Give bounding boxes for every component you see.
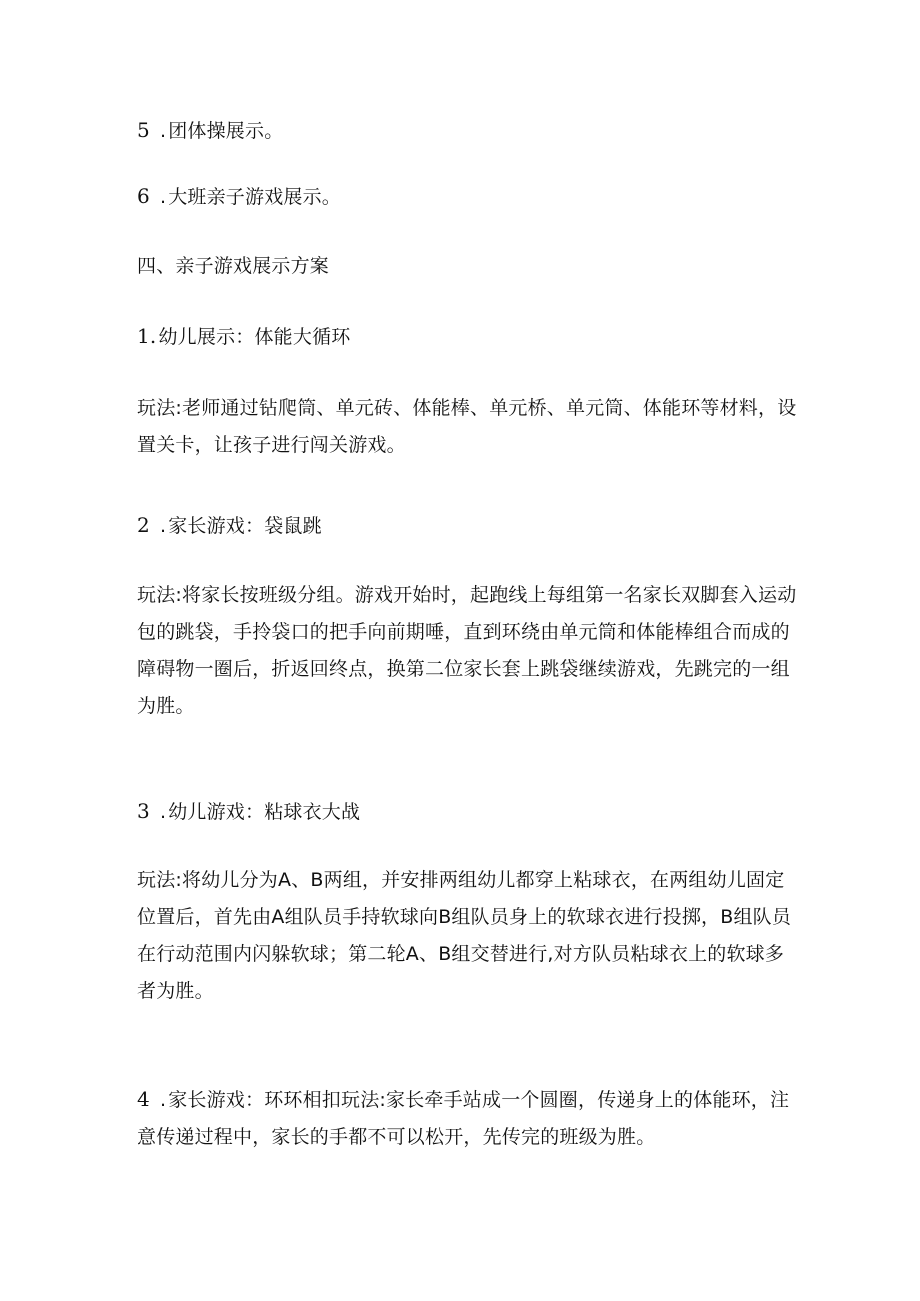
subheading-3 [137, 793, 802, 831]
list-item-6 [137, 178, 802, 216]
subheading-number: 2 [137, 513, 150, 537]
subheading-1 [137, 318, 802, 356]
subheading-number: 4 [137, 1087, 150, 1111]
subheading-number: 1. [137, 324, 157, 348]
section-heading: 四、亲子游戏展示方案 [137, 255, 330, 277]
subheading-2 [137, 507, 802, 545]
subheading-number: 3 [137, 799, 150, 823]
subheading-text: 家长游戏：环环相扣玩法:家长牵手站成一个圆圈，传递身上的体能环，注意传递过程中，家长的手都不可以松开，先传完的班级为胜。 [137, 1089, 790, 1148]
paragraph-2: 玩法:将家长按班级分组。游戏开始时，起跑线上每组第一名家长双脚套入运动包的跳袋，手拎袋口的把手向前期唾，直到环绕由单元筒和体能棒组合而成的障碍物一圈后，折返回终点，换第二位家长套上跳袋继续游戏，先跳完的一组为胜。 [137, 584, 797, 717]
subheading-4 [137, 1081, 802, 1156]
subheading-separator: . [159, 801, 167, 823]
paragraph-3: 玩法:将幼儿分为A、B两组，并安排两组幼儿都穿上粘球衣，在两组幼儿固定位置后，首先由A组队员手持软球向B组队员身上的软球衣进行投掷，B组队员在行动范围内闪躲软球；第二轮A、B组交替进行,对方队员粘球衣上的软球多者为胜。 [137, 869, 792, 1002]
item-separator: . [159, 120, 167, 142]
item-text: 大班亲子游戏展示。 [168, 186, 341, 208]
subheading-text: 家长游戏：袋鼠跳 [168, 515, 322, 537]
subheading-text: 幼儿游戏：粘球衣大战 [168, 801, 361, 823]
item-number: 6 [137, 184, 150, 208]
subheading-text: 幼儿展示：体能大循环 [158, 326, 351, 348]
item-separator: . [159, 186, 167, 208]
paragraph-1: 玩法:老师通过钻爬筒、单元砖、体能棒、单元桥、单元筒、体能环等材料，设置关卡，让孩子进行闯关游戏。 [137, 397, 797, 456]
subheading-separator: . [159, 515, 167, 537]
subheading-separator: . [159, 1089, 167, 1111]
list-item-5 [137, 112, 802, 150]
item-text: 团体操展示。 [168, 120, 284, 142]
item-number: 5 [137, 118, 150, 142]
